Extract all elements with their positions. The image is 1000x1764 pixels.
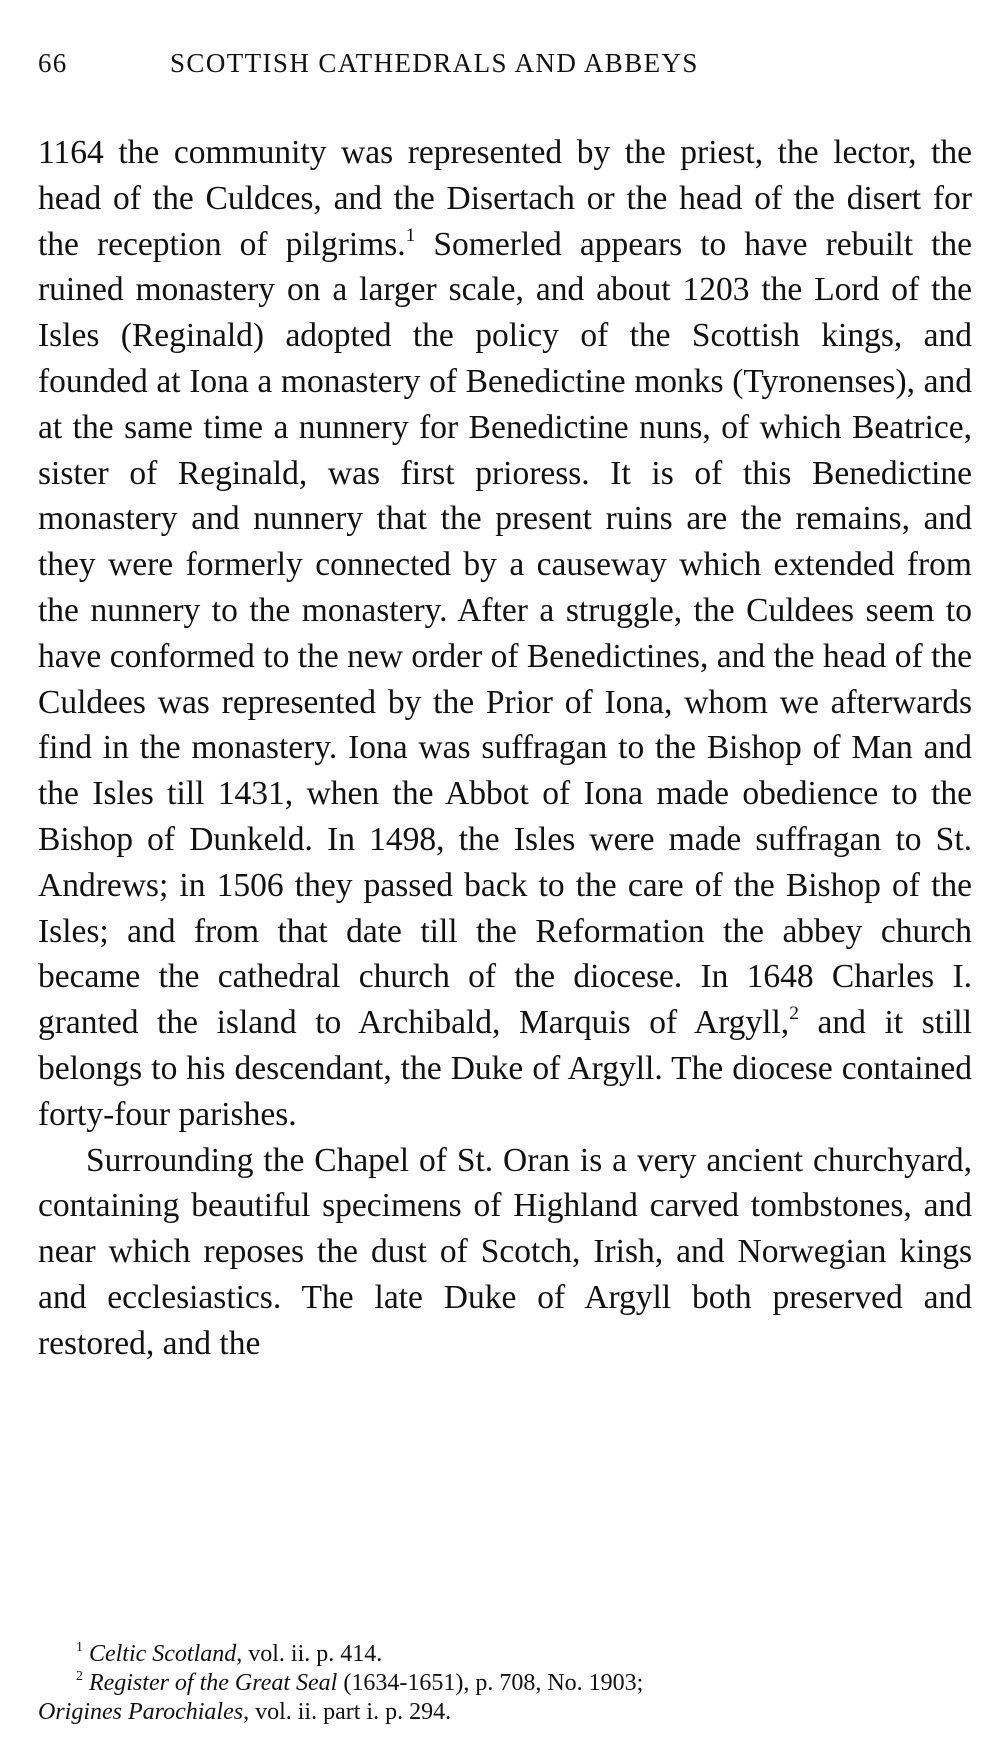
document-page [38, 48, 973, 1725]
footnote-2-continuation [38, 1698, 972, 1727]
body-paragraph-1-part-3: and it still belongs to his descendant, the Duke of Argyll. The diocese contained forty-four parishes. [38, 1004, 972, 1133]
footnote-2 [38, 1669, 972, 1698]
footnote-2-text: (1634-1651), p. 708, No. 1903; [337, 1670, 644, 1696]
footnote-reference-1: 1 [405, 224, 416, 246]
footnote-number-1: 1 [76, 1639, 83, 1655]
running-head [38, 48, 972, 88]
footnote-1 [38, 1640, 972, 1669]
running-title: SCOTTISH CATHEDRALS AND ABBEYS [170, 48, 699, 78]
body-paragraph-1-part-1: 1164 the community was represented by the priest, the lector, the head of the Culdces, and the Disertach or the head of the disert for the reception of pilgrims. [38, 134, 972, 263]
body-paragraph-2: Surrounding the Chapel of St. Oran is a very ancient churchyard, containing beautiful specimens of Highland carved tombstones, and near which reposes the dust of Scotch, Irish, and Norwegian kings and ecclesiastics. The late Duke of Argyll both preserved and restored, and the [38, 1141, 972, 1362]
body-paragraph-1 [38, 130, 972, 1138]
footnote-number-2: 2 [76, 1668, 83, 1684]
footnote-2-continuation-title: Origines Parochiales [38, 1699, 244, 1725]
footnote-1-title: Celtic Scotland [88, 1641, 237, 1667]
page-number: 66 [38, 48, 68, 78]
footnotes [38, 1640, 972, 1727]
footnote-1-text: , vol. ii. p. 414. [236, 1641, 383, 1667]
body-paragraph-1-part-2: Somerled appears to have rebuilt the ruined monastery on a larger scale, and about 1203 the Lord of the Isles (Reginald) adopted the policy of the Scottish kings, and founded at Iona a monastery of Benedictine monks (Tyronenses), and at the same time a nunnery for Benedictine nuns, of which Beatrice, sister of Reginald, was first prioress. It is of this Benedictine monastery and nunnery that the present ruins are the remains, and they were formerly connected by a causeway which extended from the nunnery to the monastery. After a struggle, the Culdees seem to have conformed to the new order of Benedictines, and the head of the Culdees was represented by the Prior of Iona, whom we afterwards find in the monastery. Iona was suffragan to the Bishop of Man and the Isles till 1431, when the Abbot of Iona made obedience to the Bishop of Dunkeld. In 1498, the Isles were made suffragan to St. Andrews; in 1506 they passed back to the care of the Bishop of the Isles; and from that date till the Reformation the abbey church became the cathedral church of the diocese. In 1648 Charles I. granted the island to Archibald, Marquis of Argyll, [38, 225, 973, 1042]
footnote-2-continuation-text: , vol. ii. part i. p. 294. [243, 1699, 452, 1725]
body-text [38, 130, 972, 1367]
footnote-reference-2: 2 [789, 1003, 799, 1025]
footnote-2-title: Register of the Great Seal [88, 1670, 338, 1696]
